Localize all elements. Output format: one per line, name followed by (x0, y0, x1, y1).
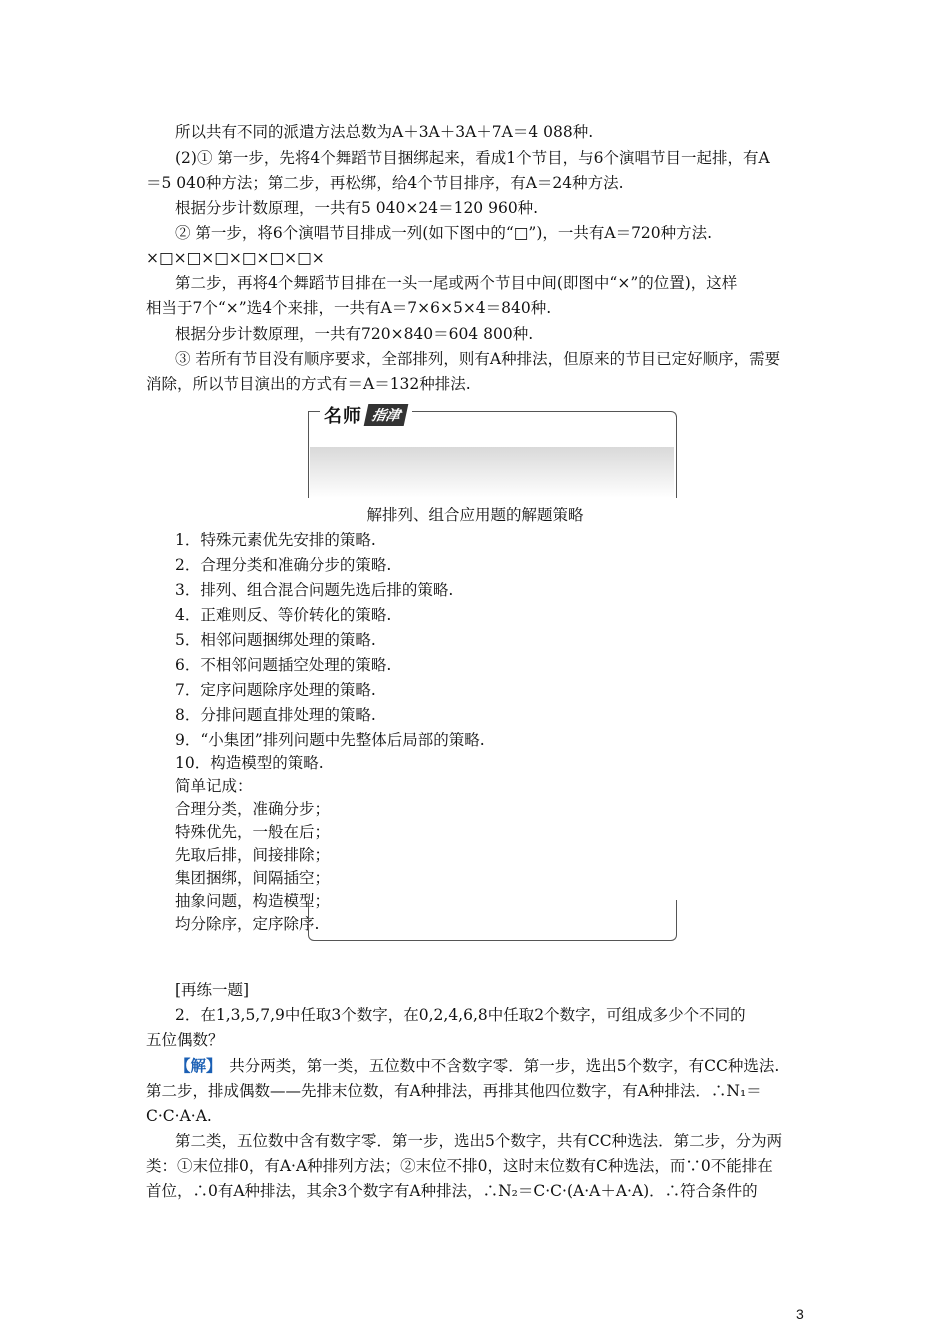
solution-line: 相当于7个“×”选4个来排，一共有A＝7×6×5×4＝840种. (146, 299, 552, 317)
strategy-item: 3．排列、组合混合问题先选后排的策略. (175, 581, 454, 599)
strategy-item: 8．分排问题直排处理的策略. (175, 706, 376, 724)
strategy-item: 2．合理分类和准确分步的策略. (175, 556, 392, 574)
tip-badge-label: 名师 (324, 406, 362, 427)
solution-line: 首位，∴0有A种排法，其余3个数字有A种排法，∴N₂＝C·C·(A·A＋A·A)．∴符合条件的 (146, 1182, 758, 1200)
solution-line: ＝5 040种方法；第二步，再松绑，给4个节目排序，有A＝24种方法. (146, 174, 624, 192)
solution-line (175, 1056, 779, 1076)
question-line: 五位偶数？ (146, 1031, 224, 1049)
tip-badge (320, 402, 412, 428)
strategy-item: 10．构造模型的策略. (175, 754, 324, 772)
summary-line: 均分除序，定序除序. (175, 915, 320, 933)
solution-line: 消除，所以节目演出的方式有＝A＝132种排法. (146, 375, 471, 393)
solution-line: (2)① 第一步，先将4个舞蹈节目捆绑起来，看成1个节目，与6个演唱节目一起排，有A (175, 149, 770, 167)
solution-line: C·C·A·A. (146, 1107, 212, 1125)
summary-line: 先取后排，间接排除； (175, 846, 331, 864)
strategy-item: 1．特殊元素优先安排的策略. (175, 531, 376, 549)
summary-line: 抽象问题，构造模型； (175, 892, 331, 910)
solution-line: 根据分步计数原理，一共有5 040×24＝120 960种. (175, 199, 539, 217)
summary-line: 集团捆绑，间隔插空； (175, 869, 331, 887)
solution-tag: 【解】 (175, 1056, 214, 1075)
solution-line: 根据分步计数原理，一共有720×840＝604 800种. (175, 325, 534, 343)
page-number: 3 (796, 1306, 804, 1322)
summary-line: 特殊优先，一般在后； (175, 823, 331, 841)
tip-box-title: 解排列、组合应用题的解题策略 (366, 506, 584, 524)
strategy-item: 9．“小集团”排列问题中先整体后局部的策略. (175, 731, 485, 749)
solution-line: 第二类，五位数中含有数字零．第一步，选出5个数字，共有CC种选法．第二步，分为两 (175, 1132, 783, 1150)
strategy-item: 6．不相邻问题插空处理的策略. (175, 656, 392, 674)
summary-line: 合理分类，准确分步； (175, 800, 331, 818)
slot-diagram: ×□×□×□×□×□×□× (146, 249, 325, 267)
strategy-item: 7．定序问题除序处理的策略. (175, 681, 376, 699)
practice-heading: [再练一题] (175, 981, 250, 999)
question-line: 2．在1,3,5,7,9中任取3个数字，在0,2,4,6,8中任取2个数字，可组成多少个不同的 (175, 1006, 746, 1024)
solution-line: 类：①末位排0，有A·A种排列方法；②末位不排0，这时末位数有C种选法，而∵0不能排在 (146, 1157, 773, 1175)
tip-box-bottom-frame (308, 900, 677, 941)
summary-label: 简单记成： (175, 777, 253, 795)
strategy-item: 4．正难则反、等价转化的策略. (175, 606, 392, 624)
solution-line: 第二步，再将4个舞蹈节目排在一头一尾或两个节目中间(即图中“×”的位置)，这样 (175, 274, 738, 292)
solution-line: ③ 若所有节目没有顺序要求，全部排列，则有A种排法，但原来的节目已定好顺序，需要 (175, 350, 781, 368)
solution-line: 所以共有不同的派遣方法总数为A＋3A＋3A＋7A＝4 088种. (175, 123, 594, 141)
solution-line: 第二步，排成偶数——先排末位数，有A种排法，再排其他四位数字，有A种排法．∴N₁＝ (146, 1082, 762, 1100)
solution-text: 共分两类，第一类，五位数中不含数字零．第一步，选出5个数字，有CC种选法. (213, 1057, 780, 1075)
solution-line: ② 第一步，将6个演唱节目排成一列(如下图中的“□”)，一共有A＝720种方法. (175, 224, 713, 242)
strategy-item: 5．相邻问题捆绑处理的策略. (175, 631, 376, 649)
tip-badge-tag: 指津 (364, 404, 409, 426)
